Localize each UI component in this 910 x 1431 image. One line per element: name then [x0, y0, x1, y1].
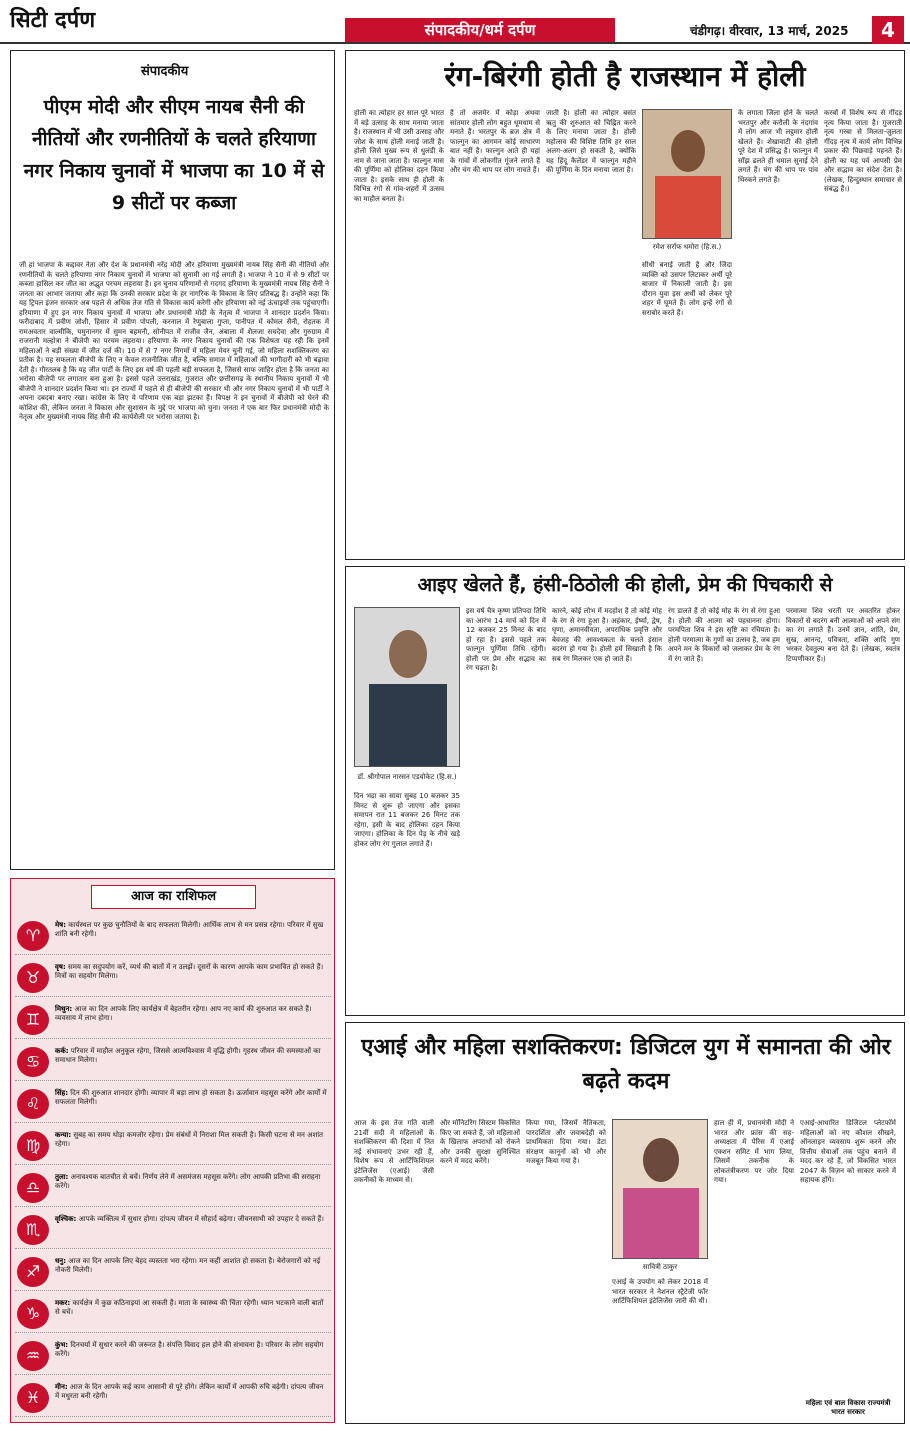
page-number: 4	[872, 16, 904, 44]
rashi-prediction: अनावश्यक बातचीत से बचें। निर्णय लेने में असमंजस महसूस करेंगे। लोग आपकी प्रतिभा की सराहना करेंगे।	[55, 1173, 321, 1190]
rashi-name: मकर:	[55, 1299, 71, 1307]
author-shirt	[369, 684, 447, 766]
author-byline: महिला एवं बाल विकास राज्यमंत्री भारत सरकार	[805, 1399, 891, 1416]
article-column: आज के इस तेज गति वाली 21वीं सदी में महिलाओं के सशक्तिकरण की दिशा में नित नई संभावनाएं उभर रही हैं, विशेष रूप से आर्टिफिशियल इंटेलिजेंस (एआई) जैसी तकनीकों के माध्यम से।	[354, 1119, 434, 1184]
dateline: चंडीगढ़। वीरवार, 13 मार्च, 2025	[690, 24, 849, 38]
rashi-prediction: आज का दिन आपके लिए कार्यक्षेत्र में बेहतरीन रहेगा। आप नए कार्य की शुरुआत कर सकते हैं। व्यवसाय में लाभ होगा।	[55, 1005, 312, 1022]
zodiac-icon: ♌	[17, 1089, 49, 1119]
article-column: है तो अजमेर में कोड़ा अथवा सांतमार होली लोग बहुत धूमधाम से मनाते हैं। भरतपुर के ब्रज क्षेत्र में फाल्गुन का आगमन कोई साधारण बात नहीं है। फाल्गुन आते ही यहां के गांवों में लोकगीत गूंजने लगते हैं और चंग की थाप पर लोग नाचते हैं।	[450, 109, 540, 174]
article-column: और मॉनिटरिंग सिस्टम विकसित किए जा सकते हैं, जो महिलाओं के खिलाफ अपराधों को रोकने और उनकी सुरक्षा सुनिश्चित करने में मदद करेंगे।	[440, 1119, 520, 1165]
article-column: सीधी बनाई जाती है और जिंदा व्यक्ति को उसपर लिटाकर अर्थी पूरे बाजार में निकाली जाती है। इस दौरान युवा इस अर्थी को लेकर पूरे शहर में घूमते हैं। लोग इन्हें रंगों से सराबोर करते हैं।	[642, 261, 732, 317]
photo-caption: डॉ. श्रीगोपाल नारसन एडवोकेट (हि.स.)	[357, 773, 457, 781]
zodiac-icon: ♏	[17, 1215, 49, 1245]
rashi-prediction: आज के दिन आपके कई काम आसानी से पूरे होंगे। लेकिन कार्यों में आपकी रुचि बढ़ेगी। दांपत्य जीवन में मधुरता बनी रहेगी।	[55, 1383, 324, 1400]
rashi-text	[55, 1005, 329, 1023]
article-column: दिन भद्रा का साया सुबह 10 बजकर 35 मिनट से शुरू हो जाएगा और इसका समापन रात 11 बजकर 26 मिनट तक रहेगा, इसी के बाद होलिका दहन किया जाएगा। होलिका के दिन पेड़ के नीचे खड़े होकर लोग रंग गुलाल लगाते हैं।	[354, 792, 460, 848]
rashi-row	[15, 917, 331, 955]
rashi-row	[15, 1127, 331, 1165]
editorial-headline[interactable]: पीएम मोदी और सीएम नायब सैनी की नीतियों और रणनीतियों के चलते हरियाणा नगर निकाय चुनावों में भाजपा का 10 में से 9 सीटों पर कब्जा	[23, 96, 325, 214]
rashi-row	[15, 959, 331, 997]
rashi-row	[15, 1253, 331, 1291]
holi-rajasthan-article	[345, 50, 905, 560]
rashi-prediction: आज का दिन आपके लिए बेहद व्यस्तता भरा रहेगा। मन कहीं आशांत हो सकता है। बेरोजगारों को नई नौकरी मिलेगी।	[55, 1257, 321, 1274]
article-column: जाती है। होली का त्योहार बसंत ऋतु की शुरुआत को चिह्नित करने के लिए मनाया जाता है। होली महोत्सव की विशिष्ट तिथि हर साल अलग-अलग हो सकती है, क्योंकि यह हिंदू कैलेंडर में फाल्गुन महीने की पूर्णिमा के दिन मनाया जाता है।	[546, 109, 636, 174]
zodiac-icon: ♋	[17, 1047, 49, 1077]
zodiac-icon: ♉	[17, 963, 49, 993]
author-head	[389, 630, 427, 678]
author-photo	[354, 607, 460, 767]
author-shirt	[655, 176, 721, 238]
zodiac-icon: ♊	[17, 1005, 49, 1035]
article-column: इस वर्ष चैत्र कृष्ण प्रतिपदा तिथि का आरंभ 14 मार्च को दिन में 12 बजकर 25 मिनट के बाद हो रहा है। इससे पहले तक फाल्गुन पूर्णिमा तिथि रहेगी। होली पर प्रेम और सद्भाव का रंग चढ़ता है।	[466, 607, 546, 672]
author-head	[671, 130, 705, 172]
rashifal-title: आज का राशिफल	[91, 885, 256, 909]
editorial-label: संपादकीय	[141, 64, 189, 79]
editorial-body: जी हां भाजपा के कद्दावर नेता और देश के प्रधानमंत्री नरेंद्र मोदी और हरियाणा मुख्यमंत्री नायब सिंह सैनी की नीतियों और रणनीतियों के चलते हरियाणा नगर निकाय चुनावों में भाजपा को सुनामी आ गई लगती है। भाजपा ने 10 में से 9 सीटों पर कब्जा हासिल कर जीत का अद्भुत परचम लहराया है। इन चुनाव परिणामों से गदगद हरियाणा के मुख्यमंत्री नायब सिंह सैनी ने जनता का आभार जताया और कहा कि उनकी सरकार प्रदेश के हर नागरिक के विकास के लिए प्रतिबद्ध है। उन्होंने कहा कि यह ट्रिपल इंजन सरकार अब पहले से अधिक तेज गति से विकास कार्य करेगी और हरियाणा को नई ऊंचाइयों तक पहुंचाएगी। हरियाणा में हुए इन नगर निकाय चुनावों में भाजपा और प्रधानमंत्री मोदी के नेतृत्व में भाजपा ने शानदार प्रदर्शन किया। फरीदाबाद में प्रवीण जोशी, हिसार में प्रवीण पोपली, करनाल में रेणुबाला गुप्ता, पानीपत में कोमल सैनी, रोहतक में रामअवतार वाल्मीकि, यमुनानगर में सुमन बहमनी, सोनीपत में राजीव जैन, अंबाला में शैलजा सचदेवा और गुरुग्राम में राजरानी मल्होत्रा ने बीजेपी का परचम लहराया। हरियाणा के नगर निकाय चुनावों की एक विशेषता यह रही कि इनमें महिलाओं ने बड़ी संख्या में जीत दर्ज की। 10 में से 7 नगर निगमों में महिला मेयर चुनी गई, जो महिला सशक्तिकरण का प्रतीक है। यह सफलता बीजेपी के लिए न केवल राजनीतिक जीत है, बल्कि समाज में महिलाओं की भागीदारी को भी बढ़ावा देती है। गौरतलब है कि यह जीत पार्टी के लिए इस वर्ष की पहली बड़ी सफलता है, जिससे साफ जाहिर होता है कि जनता का भरोसा बीजेपी पर लगातार बना हुआ है। इससे पहले उत्तराखंड, गुजरात और छत्तीसगढ़ के स्थानीय निकाय चुनावों में भी बीजेपी ने शानदार प्रदर्शन किया था। इन राज्यों में पहले से ही बीजेपी की सरकार थी और नगर निकाय चुनावों में भी पार्टी ने अपना दबदबा बनाए रखा। कांग्रेस के लिए ये परिणाम एक बड़ा झटका हैं। विपक्ष ने इन चुनावों में बीजेपी को घेरने की कोशिश की, लेकिन जनता ने विकास और सुशासन के मुद्दे पर भाजपा को चुना। जनता ने एक बार फिर प्रधानमंत्री मोदी के नेतृत्व और मुख्यमंत्री नायब सिंह सैनी की कार्यशैली पर भरोसा जताया है।	[19, 261, 329, 421]
rashi-name: वृष:	[55, 963, 66, 971]
article-column: करबों में विशेष रूप से गींदड़ नृत्य किया जाता है। गुजराती नृत्य गरबा से मिलता-जुलता गींदड़ नृत्य में कार्य लोग विभिन्न प्रकार की पिछवाड़े पहनते हैं। होली का यह पर्व आपसी प्रेम और सद्भाव का संदेश देता है। (लेखक, हिन्दुस्थान समाचार से संबंद्ध हैं।)	[824, 109, 902, 193]
rashi-name: वृश्चिक:	[55, 1215, 77, 1223]
holi-pichkari-headline[interactable]: आइए खेलते हैं, हंसी-ठिठोली की होली, प्रेम की पिचकारी से	[417, 574, 833, 596]
rashi-name: मेष:	[55, 921, 67, 929]
rashi-text	[55, 1299, 329, 1317]
rashi-text	[55, 963, 329, 981]
rashi-prediction: दिनचर्या में सुधार करने की जरूरत है। संपत्ति विवाद हल होने की संभावना है। परिवार के लोग सहयोग करेंगे।	[55, 1341, 324, 1358]
rashi-text	[55, 1131, 329, 1149]
rashi-prediction: समय का सदुपयोग करें, व्यर्थ की बातों में न उलझें। दूसरों के कारण आपके काम प्रभावित हो सकते हैं। मित्रों का सहयोग मिलेगा।	[55, 963, 324, 980]
article-column: कारने, कोई लोभ में मदहोश है तो कोई मोह के रंग से रंगा हुआ है। अहंकार, ईर्ष्या, द्वेष, घृणा, अमानवीयता, अपराधिक प्रवृत्ति और बेवजह की आवश्यकता के चलते इंसान बदरंग हो गया है। होली हमें सिखाती है कि सब रंग मिलकर एक हो जाते हैं।	[552, 607, 662, 663]
article-column: रंग डालते हैं तो कोई मोह के रंग से रंगा हुआ है। होली की आत्मा को पहचानना होगा। परमपिता शिव ने इस सृष्टि का रचियता है। होली परमात्मा के गुणों का उत्सव है, जब हम अपने मन के विकारों को जलाकर प्रेम के रंग में रंग जाते हैं।	[668, 607, 780, 663]
rashi-row	[15, 1379, 331, 1417]
rashi-text	[55, 1257, 329, 1275]
rashi-prediction: परिवार में माहौल अनुकूल रहेगा, जिससे आत्मविश्वास में वृद्धि होगी। गृहस्थ जीवन की समस्याओं का समाधान मिलेगा।	[55, 1047, 321, 1064]
rashi-row	[15, 1169, 331, 1207]
rashi-text	[55, 921, 329, 939]
zodiac-icon: ♈	[17, 921, 49, 951]
rashi-prediction: कार्यक्षेत्र में कुछ कठिनाइयां आ सकती हैं। माता के स्वास्थ्य की चिंता रहेगी। ध्यान भटकाने वाली बातों से बचें।	[55, 1299, 324, 1316]
rashi-row	[15, 1001, 331, 1039]
ai-women-article	[345, 1022, 905, 1424]
ai-women-headline[interactable]: एआई और महिला सशक्तिकरण: डिजिटल युग में समानता की ओर बढ़ते कदम	[361, 1035, 891, 1094]
zodiac-icon: ♍	[17, 1131, 49, 1161]
rashi-name: सिंह:	[55, 1089, 69, 1097]
author-shirt	[623, 1188, 699, 1258]
rashi-name: तुला:	[55, 1173, 69, 1181]
masthead	[0, 0, 910, 44]
rashi-row	[15, 1085, 331, 1123]
article-column: के लगाता जिला होने के चलते भरतपुर और करौली के नंदगांव में लोग आज भी लट्ठमार होली खेलते हैं। शेखावाटी की होली पूरे देश में प्रसिद्ध है। फाल्गुन में साँझ ढलते ही धमाल सुनाई देने लगते हैं। चंग की थाप पर पांव थिरकने लगते हैं।	[738, 109, 818, 184]
photo-caption: रमेश सर्राफ धमोरा (हि.स.)	[652, 243, 722, 251]
article-column: किया गया, जिसमें नैतिकता, पारदर्शिता और जवाबदेही को प्राथमिकता दिया गया। डेटा संरक्षण कानूनों को भी और मजबूत किया गया है।	[526, 1119, 606, 1165]
zodiac-icon: ♐	[17, 1257, 49, 1287]
article-column: परमात्मा शिव धरती पर अवतरित होकर विकारों से बदरंग बनी आत्माओं को अपने संग का रंग लगाते हैं। उनमें ज्ञान, शांति, प्रेम, सुख, आनन्द, पवित्रता, शक्ति आदि गुण भरकर देवतुल्य बना देते हैं। (लेखक, स्वतंत्र टिप्पणीकार हैं।)	[786, 607, 900, 663]
zodiac-icon: ♒	[17, 1341, 49, 1371]
rashi-name: धनु:	[55, 1257, 66, 1265]
rashi-name: कर्क:	[55, 1047, 69, 1055]
rashi-prediction: सुबह का समय थोड़ा कमजोर रहेगा। प्रेम संबंधों में निराशा मिल सकती है। किसी घटना से मन अशांत रहेगा।	[55, 1131, 324, 1148]
newspaper-logo[interactable]	[10, 4, 95, 34]
article-column: होली का त्योहार हर साल पूरे भारत में बड़े उत्साह के साथ मनाया जाता है। राजस्थान में भी उसी उत्साह और जोश के साथ होली मनाई जाती है। होली जिसे मुख्य रूप से धुलंडी के नाम से जाना जाता है। फाल्गुन मास की पूर्णिमा को होलिका दहन किया जाता है। इसके साथ ही होली के विभिन्न रंगों से गांव-शहरों में उत्सव का माहौल बनता है।	[354, 109, 444, 203]
rashifal-box	[10, 878, 335, 1423]
rashi-name: कुंभ:	[55, 1341, 69, 1349]
article-column: एआई के उपयोग को लेकर 2018 में भारत सरकार ने नेशनल स्ट्रैटेजी फॉर आर्टिफिशियल इंटेलिजेंस जारी की थी।	[612, 1278, 708, 1305]
rashi-text	[55, 1215, 329, 1224]
rashi-text	[55, 1047, 329, 1065]
article-column: एआई-आधारित डिजिटल प्लेटफॉर्म महिलाओं को नए कौशल सीखने, ऑनलाइन व्यवसाय शुरू करने और वित्तीय सेवाओं तक पहुंच बनाने में मदद कर रहे हैं, जो विकसित भारत 2047 के विज़न को साकार करने में सहायक होंगे।	[800, 1119, 896, 1184]
rashi-row	[15, 1337, 331, 1375]
rashi-row	[15, 1295, 331, 1333]
rashi-prediction: दिन की शुरुआत शानदार होगी। व्यापार में बड़ा लाभ हो सकता है। ऊर्जावान महसूस करेंगे और कार्यों में सफलता मिलेगी।	[55, 1089, 327, 1106]
zodiac-icon: ♓	[17, 1383, 49, 1413]
author-head	[643, 1138, 679, 1182]
zodiac-icon: ♎	[17, 1173, 49, 1203]
holi-rajasthan-headline[interactable]: रंग-बिरंगी होती है राजस्थान में होली	[444, 60, 806, 93]
rashi-name: कन्या:	[55, 1131, 72, 1139]
section-banner: संपादकीय/धर्म दर्पण	[345, 18, 615, 42]
rashi-row	[15, 1211, 331, 1249]
author-photo	[642, 109, 732, 239]
holi-pichkari-article	[345, 566, 905, 1016]
rashi-text	[55, 1089, 329, 1107]
rashi-text	[55, 1173, 329, 1191]
rashi-text	[55, 1383, 329, 1401]
rashi-text	[55, 1341, 329, 1359]
rashi-prediction: आपके व्यक्तित्व में सुधार होगा। दांपत्य जीवन में सौहार्द बढ़ेगा। जीवनसाथी को उपहार दे सकते हैं।	[78, 1215, 324, 1223]
logo-text: सिटी दर्पण	[10, 7, 96, 33]
article-column: हाल ही में, प्रधानमंत्री मोदी ने भारत और फ्रांस की सह-अध्यक्षता में पेरिस में एआई एक्शन समिट में भाग लिया, जिसमें तकनीक के लोकतंत्रीकरण पर जोर दिया गया।	[714, 1119, 794, 1184]
rashi-name: मिथुन:	[55, 1005, 73, 1013]
rashi-row	[15, 1043, 331, 1081]
rashi-name: मीन:	[55, 1383, 68, 1391]
editorial-column	[10, 50, 335, 870]
zodiac-icon: ♑	[17, 1299, 49, 1329]
author-photo	[612, 1119, 708, 1259]
photo-caption: सावित्री ठाकुर	[642, 1263, 678, 1271]
rashi-prediction: कार्यस्थल पर कुछ चुनौतियों के बाद सफलता मिलेगी। आर्थिक लाभ से मन प्रसन्न रहेगा। परिवार में सुख शांति बनी रहेगी।	[55, 921, 324, 938]
